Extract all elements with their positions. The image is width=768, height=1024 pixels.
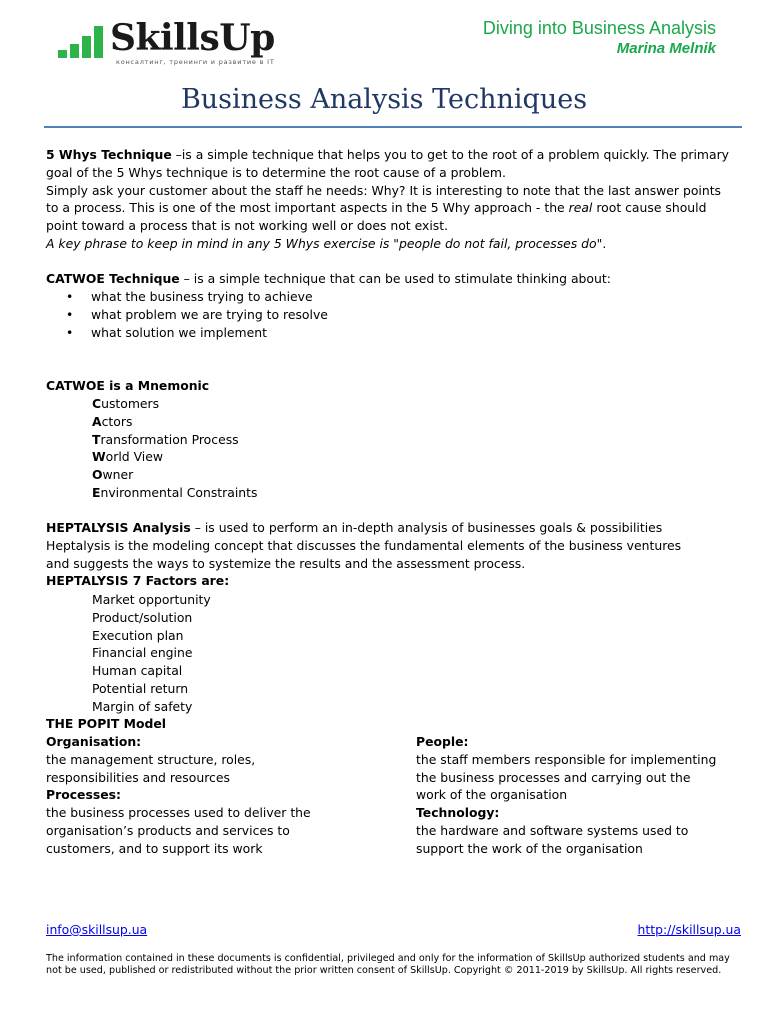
list-item <box>92 395 257 413</box>
mnemonic-word: orld View <box>105 449 163 465</box>
list-item <box>92 448 257 466</box>
catwoe-mnemonic-heading-row <box>46 377 746 395</box>
email-link[interactable]: info@skillsup.ua <box>46 922 148 937</box>
title-divider <box>44 126 742 128</box>
heptalysis-section <box>46 519 746 590</box>
catwoe-mnemonic-heading: CATWOE is a Mnemonic <box>46 378 210 393</box>
skillsup-logo <box>58 17 288 70</box>
list-item: Product/solution <box>92 609 193 625</box>
list-item: Execution plan <box>92 627 184 643</box>
bullet-text: what the business trying to achieve <box>91 289 313 304</box>
website-link[interactable]: http://skillsup.ua <box>637 922 741 937</box>
list-item <box>66 324 328 342</box>
list-item <box>92 466 257 484</box>
processes-heading: Processes: <box>46 787 121 803</box>
heptalysis-text: Heptalysis is the modeling concept that discusses the fundamental elements of the business ventures <box>46 537 682 553</box>
catwoe-mnemonic-list <box>92 395 257 502</box>
people-text: the staff members responsible for implementing <box>416 751 717 767</box>
list-item: Human capital <box>92 663 183 679</box>
popit-right-column <box>416 733 716 858</box>
organisation-heading: Organisation: <box>46 734 142 749</box>
popit-heading: THE POPIT Model <box>46 716 167 731</box>
five-whys-section <box>46 146 746 253</box>
five-whys-text: Simply ask your customer about the staff he needs: Why? It is interesting to note that the last answer points <box>46 182 722 198</box>
bullet-text: what solution we implement <box>91 324 267 340</box>
bullet-text: what problem we are trying to resolve <box>91 306 328 322</box>
mnemonic-letter: E <box>92 484 101 500</box>
five-whys-key-phrase: A key phrase to keep in mind in any 5 Whys exercise is "people do not fail, processes do" <box>46 235 603 251</box>
list-item <box>66 306 328 324</box>
catwoe-intro: – is a simple technique that can be used to stimulate thinking about: <box>179 271 611 286</box>
processes-text: the business processes used to deliver the <box>46 805 311 821</box>
list-item: Margin of safety <box>92 698 193 714</box>
processes-text: organisation’s products and services to <box>46 822 290 838</box>
mnemonic-letter: T <box>92 431 101 447</box>
people-heading: People: <box>416 734 469 749</box>
mnemonic-word: ctors <box>101 413 133 429</box>
mnemonic-word: nvironmental Constraints <box>100 484 258 500</box>
technology-text: the hardware and software systems used to <box>416 822 689 838</box>
bullet-icon: • <box>66 306 74 322</box>
five-whys-text: . <box>602 235 607 251</box>
course-title: Diving into Business Analysis <box>482 18 716 38</box>
page-title: Business Analysis Techniques <box>180 84 588 115</box>
heptalysis-factors-list <box>92 591 211 716</box>
bullet-icon: • <box>66 324 74 340</box>
mnemonic-letter: A <box>92 413 102 429</box>
author-name: Marina Melnik <box>616 40 716 57</box>
five-whys-emphasis: real <box>568 200 593 216</box>
catwoe-bullet-list <box>66 288 328 341</box>
five-whys-text: to a process. This is one of the most important aspects in the 5 Why approach - the <box>46 200 569 216</box>
list-item <box>92 484 257 502</box>
logo-tagline: консалтинг, тренинги и развитие в IT <box>116 58 275 66</box>
five-whys-text: root cause should <box>592 200 707 216</box>
mnemonic-letter: W <box>92 449 106 465</box>
heptalysis-heading: HEPTALYSIS Analysis <box>46 520 191 535</box>
organisation-text: responsibilities and resources <box>46 769 230 785</box>
confidentiality-disclaimer: The information contained in these documents is confidential, privileged and only for the information of SkillsUp authorized students and may not be used, published or redistributed without the prior written consent of SkillsUp. Copyright © 2011-2019 by SkillsUp. All rights reserved. <box>46 953 730 976</box>
five-whys-heading: 5 Whys Technique <box>46 147 172 162</box>
mnemonic-letter: C <box>92 396 102 411</box>
list-item <box>92 431 257 449</box>
catwoe-section <box>46 270 746 288</box>
list-item <box>92 413 257 431</box>
mnemonic-word: wner <box>102 467 134 483</box>
heptalysis-factors-heading: HEPTALYSIS 7 Factors are: <box>46 573 230 589</box>
mnemonic-letter: O <box>92 467 103 483</box>
technology-text: support the work of the organisation <box>416 840 643 856</box>
mnemonic-word: ransformation Process <box>100 431 239 447</box>
heptalysis-text: and suggests the ways to systemize the results and the assessment process. <box>46 555 526 571</box>
people-text: work of the organisation <box>416 787 568 803</box>
list-item: Financial engine <box>92 645 193 661</box>
heptalysis-intro: – is used to perform an in-depth analysis of businesses goals & possibilities <box>190 520 663 535</box>
five-whys-text: point toward a process that is not working well or does not exist. <box>46 218 449 234</box>
list-item: Market opportunity <box>92 592 211 607</box>
list-item <box>66 288 328 306</box>
list-item: Potential return <box>92 680 189 696</box>
technology-heading: Technology: <box>416 805 500 821</box>
people-text: the business processes and carrying out the <box>416 769 691 785</box>
bullet-icon: • <box>66 289 74 304</box>
catwoe-heading: CATWOE Technique <box>46 271 180 286</box>
popit-left-column <box>46 733 311 858</box>
processes-text: customers, and to support its work <box>46 840 263 856</box>
popit-heading-row <box>46 715 746 733</box>
five-whys-text: goal of the 5 Whys technique is to determine the root cause of a problem. <box>46 164 506 180</box>
organisation-text: the management structure, roles, <box>46 751 256 767</box>
bar-chart-icon <box>58 26 106 58</box>
mnemonic-word: ustomers <box>101 396 160 411</box>
five-whys-text: –is a simple technique that helps you to get to the root of a problem quickly. The primary <box>171 147 730 162</box>
logo-text: SkillsUp <box>110 17 275 59</box>
